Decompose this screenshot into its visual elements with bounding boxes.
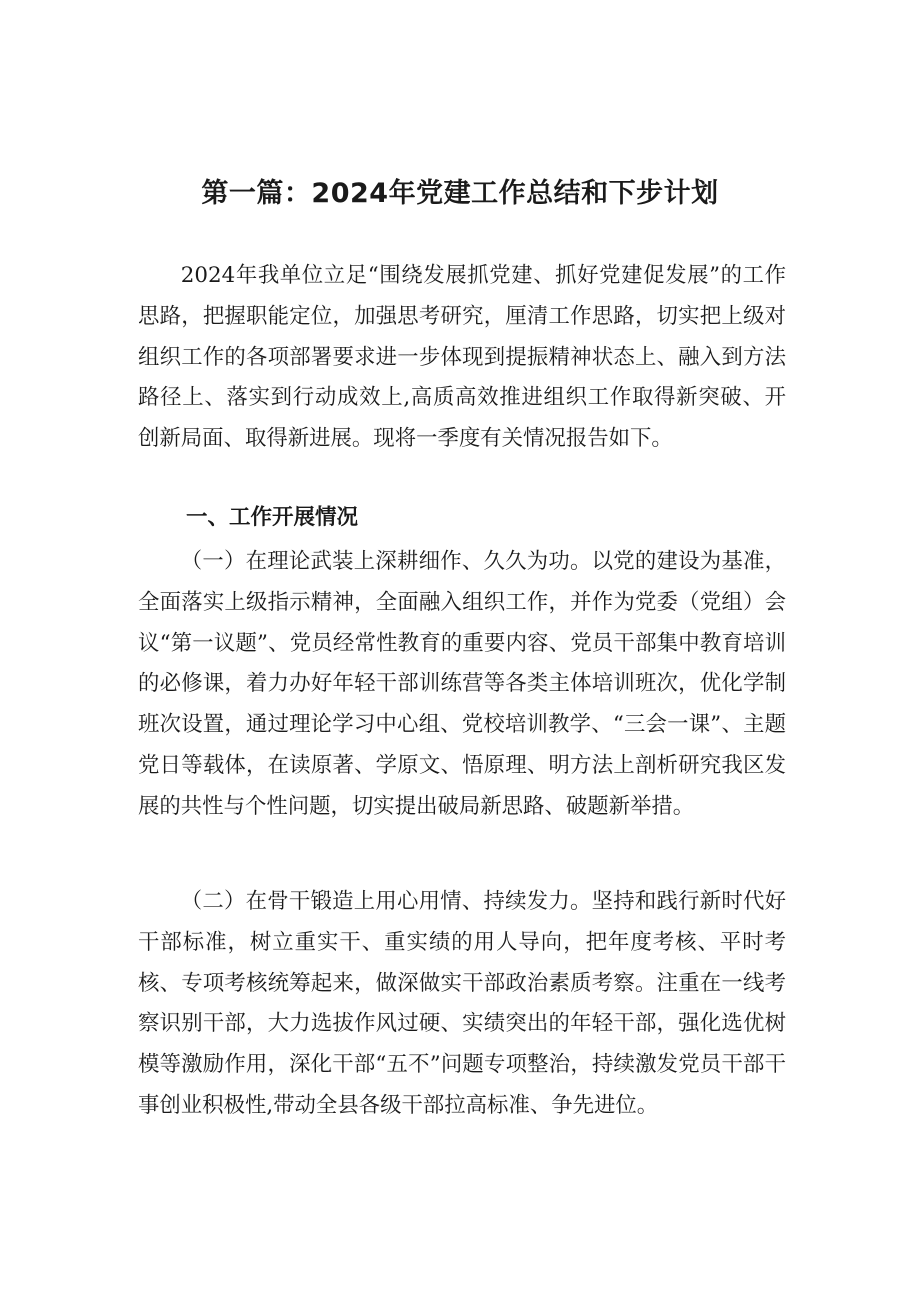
document-title: 第一篇：2024年党建工作总结和下步计划 xyxy=(201,178,719,210)
body-paragraph-1: （一）在理论武装上深耕细作、久久为功。以党的建设为基准，全面落实上级指示精神，全面融入组织工作，并作为党委（党组）会议“第一议题”、党员经常性教育的重要内容、党员干部集中教育培训的必修课，着力办好年轻干部训练营等各类主体培训班次，优化学制班次设置，通过理论学习中心组、党校培训教学、“三会一课”、主题党日等载体，在读原著、学原文、悟原理、明方法上剖析研究我区发展的共性与个性问题，切实提出破局新思路、破题新举措。 xyxy=(138,549,786,819)
body-paragraph-2: （二）在骨干锻造上用心用情、持续发力。坚持和践行新时代好干部标准，树立重实干、重实绩的用人导向，把年度考核、平时考核、专项考核统筹起来，做深做实干部政治素质考察。注重在一线考察识别干部，大力选拔作风过硬、实绩突出的年轻干部，强化选优树模等激励作用，深化干部“五不”问题专项整治，持续激发党员干部干事创业积极性,带动全县各级干部拉高标准、争先进位。 xyxy=(138,889,786,1118)
section-heading: 一、工作开展情况 xyxy=(186,505,359,530)
intro-paragraph: 2024年我单位立足“围绕发展抓党建、抓好党建促发展”的工作思路，把握职能定位，加强思考研究，厘清工作思路，切实把上级对组织工作的各项部署要求进一步体现到提振精神状态上、融入到方法路径上、落实到行动成效上,高质高效推进组织工作取得新突破、开创新局面、取得新进展。现将一季度有关情况报告如下。 xyxy=(138,263,786,452)
